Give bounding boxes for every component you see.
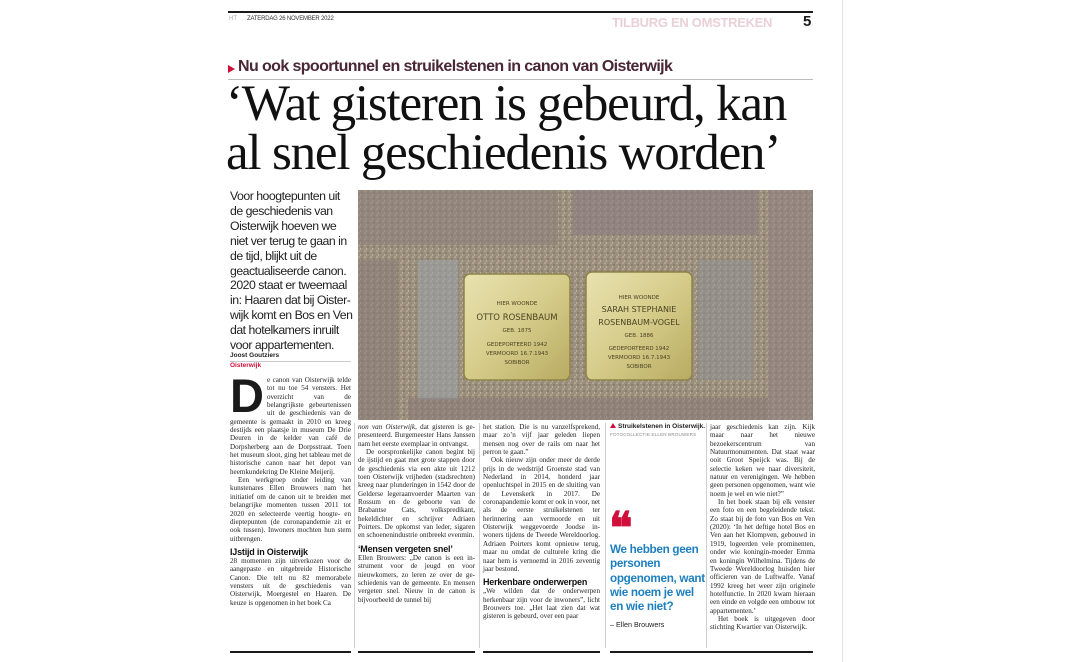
- section-title: TILBURG EN OMSTREKEN: [612, 15, 773, 30]
- paragraph: 28 momenten zijn uitverkozen voor de aangepaste en uitgebreide Historische Canon. Die telt nu 82 memorabele vensters uit de geschiedenis van Oisterwijk, Moergestel en Haaren. De keuze is opgenomen in het boek Ca: [230, 556, 351, 607]
- stone2-line: ROSENBAUM-VOGEL: [598, 318, 680, 327]
- pull-quote: We hebben geen personen opgenomen, want wie noem je wel en wie niet?: [610, 543, 705, 614]
- column-end-rule: [610, 651, 813, 653]
- pull-quote-author: – Ellen Brouwers: [610, 620, 665, 629]
- stone1-line: SOBIBOR: [504, 360, 530, 366]
- paragraph: Ellen Brouwers: „De canon is een instrument voor de jeugd en voor nieuwkomers, zo leren ze over de geschiedenis van de gemeente. En mensen vergeten snel. Nieuw in de canon is bijvoorbeeld de tunnel bij: [358, 553, 475, 604]
- paragraph: Het boek is uitgegeven door stichting Kwartier van Oisterwijk.: [710, 614, 815, 632]
- byline-author: Joost Goutziers: [230, 352, 280, 359]
- stone1-line: VERMOORD 16.7.1943: [485, 351, 549, 357]
- stone2-line: VERMOORD 16.7.1943: [607, 355, 671, 361]
- stone2-line: SARAH STEPHANIE: [601, 305, 677, 314]
- paragraph: jaar geschiedenis kan zijn. Kijk maar naar het nieuwe bezoekerscentrum van Natuurmonumenten. Dat staat waar ooit Groot Speijck was. Bij de selectie keken we naar diversiteit, natuur en verenigingen. We hebben geen personen opgenomen, want wie noem je wel en wie niet?”: [710, 423, 815, 498]
- subheading: Herkenbare onderwerpen: [483, 577, 588, 588]
- column-end-rule: [358, 651, 475, 653]
- column-divider: [354, 423, 355, 648]
- stone1-line: HIER WOONDE: [496, 301, 538, 307]
- column-end-rule: [483, 651, 600, 653]
- paragraph: Een werkgroep onder leiding van kunstenares Ellen Brouwers nam het initiatief om de canon uit te breiden met belangrijke momenten tussen 2011 tot 2020 en selecteerde veertig hoogte- en dieptepunten (de coronapandemie zit er ook tussen). Inwoners mochten hun stem uitbrengen.: [230, 476, 351, 543]
- article-column-5: [710, 423, 815, 632]
- subheading: IJstijd in Oisterwijk: [230, 546, 308, 557]
- stone1-line: GEB. 1875: [502, 328, 532, 334]
- stone2-line: HIER WOONDE: [618, 295, 660, 301]
- paragraph: [358, 423, 475, 448]
- stone1-line: OTTO ROSENBAUM: [476, 313, 558, 323]
- kicker: [228, 58, 672, 76]
- article-column-3: [483, 423, 600, 621]
- stumbling-stones-photo: [358, 190, 813, 420]
- column-divider: [479, 423, 480, 648]
- paragraph: het station. Die is nu vanzelfsprekend, maar zo’n vijf jaar geleden liepen mensen nog over de rails om naar het perron te gaan.”: [483, 423, 600, 457]
- stone2-line: GEB. 1886: [624, 333, 654, 339]
- headline: [226, 76, 826, 181]
- subheading: ‘Mensen vergeten snel’: [358, 543, 453, 554]
- quote-mark-icon: ❝: [609, 504, 629, 553]
- paragraph: De oorspronkelijke canon begint bij de ijstijd en gaat met grote stappen door de geschiedenis via een akte uit 1212 toen Oisterwijk vrijheden (stadsrechten) kreeg naar plunderingen in 1542 door de Gelderse legeraanvoerder Maarten van Rossum en de geboorte van de Brabantse Cats, volkspredikant, hekeldichter en schrijver Adriaen Poirters. De opkomst van leder, sigaren en schoenenindustrie ontbreekt evenmin.: [358, 448, 475, 540]
- kicker-arrow-icon: [228, 65, 235, 73]
- column-end-rule: [230, 651, 351, 653]
- drop-cap: D: [230, 369, 264, 422]
- paragraph: In het boek staan bij elk venster een foto en een begeleidende tekst. Zo staat bij de foto van Bos en Ven (2020): ‘In het deftige hotel Bos en Ven aan het Klompven, gebouwd in 1919, logeerden vele prominenten, onder wie koningin-moeder Emma en koningin Wilhelmina. Tijdens de Tweede Wereldoorlog huisden hier officieren van de Luftwaffe. Vanaf 1992 kreeg het weer zijn originele hotelfunctie. In 2020 kwam hieraan een einde en volgde een ombouw tot appartementen.’: [710, 498, 815, 615]
- page-edge: [842, 0, 843, 662]
- article-column-1: [230, 369, 351, 607]
- article-column-2: [358, 423, 475, 604]
- paper-code: HT: [229, 16, 237, 22]
- stone2-line: SOBIBOR: [626, 364, 652, 370]
- paragraph: e canon van Oisterwijk telde tot nu toe 54 vensters. Het overzicht van de belangrijkste gebeurtenissen uit de geschiedenis van de gemeente is gemaakt in 2010 en kreeg destijds een plaatsje in museum De Drie Deuren in de kelder van café de Dorpsherberg aan de Dorpsstraat. Toen het museum sloot, ging het tableau met de historische canon naar het depot van heemkundekring De Kleine Meijerij.: [230, 376, 351, 476]
- headline-line-1: ‘Wat gisteren is gebeurd, kan: [226, 76, 787, 132]
- header-rule: [228, 11, 813, 13]
- column-divider: [706, 423, 707, 648]
- issue-date: ZATERDAG 26 NOVEMBER 2022: [247, 16, 334, 22]
- paragraph: „We wilden dat de onderwerpen herkenbaar zijn voor de inwoners”, licht Brouwers toe. „Het laat zien dat wat gisteren is gebeurd, over een paar: [483, 587, 600, 621]
- paragraph: Ook nieuw zijn onder meer de derde prijs in de wedstrijd Groenste stad van Nederland in 2014, honderd jaar openluchtspel in 2015 en de sluiting van de Levenskerk in 2017. De coronapandemie komt er ook in voor, net als de eerste struikelstenen ter herinnering aan vermoorde en uit Oisterwijk weggevoerde Joodse inwoners tijdens de Tweede Wereldoorlog. Adriaen Poirters komt opnieuw terug, maar nu omdat de culturele kring die naar hem is vernoemd in 2016 zeventig jaar bestond.: [483, 456, 600, 573]
- book-title: non van Oisterwijk: [358, 423, 416, 431]
- page-number: 5: [803, 13, 812, 30]
- caption-title: Struikelstenen in Oisterwijk.: [618, 423, 706, 430]
- intro-lead: Voor hoogtepunten uit de geschiedenis van Oisterwijk hoeven we niet ver terug te gaan in de tijd, blijkt uit de geactualiseerde canon. 2020 staat er tweemaal in: Haaren dat bij Oisterwijk komt en Bos en Ven dat hotelkamers inruilt voor appartementen.: [230, 189, 353, 353]
- kicker-text: Nu ook spoortunnel en struikelstenen in canon van Oisterwijk: [238, 58, 673, 75]
- stone1-line: GEDEPORTEERD 1942: [486, 342, 548, 348]
- column-divider: [605, 423, 606, 648]
- triangle-up-icon: [610, 423, 616, 428]
- photo-credit: FOTOCOLLECTIE ELLEN BROUWERS: [610, 432, 697, 437]
- photo-caption: [610, 423, 706, 439]
- stumbling-stone-1: [464, 274, 570, 380]
- byline-location: Oisterwijk: [230, 362, 262, 369]
- headline-line-2: al snel geschiedenis worden’: [226, 125, 781, 181]
- article-photo: [358, 190, 813, 420]
- stone2-line: GEDEPORTEERD 1942: [608, 346, 670, 352]
- paragraph-text: , dat gisteren is gepresenteerd. Burgemeester Hans Janssen nam het eerste exemplaar in ontvangst.: [358, 423, 475, 448]
- stumbling-stone-2: [586, 272, 692, 380]
